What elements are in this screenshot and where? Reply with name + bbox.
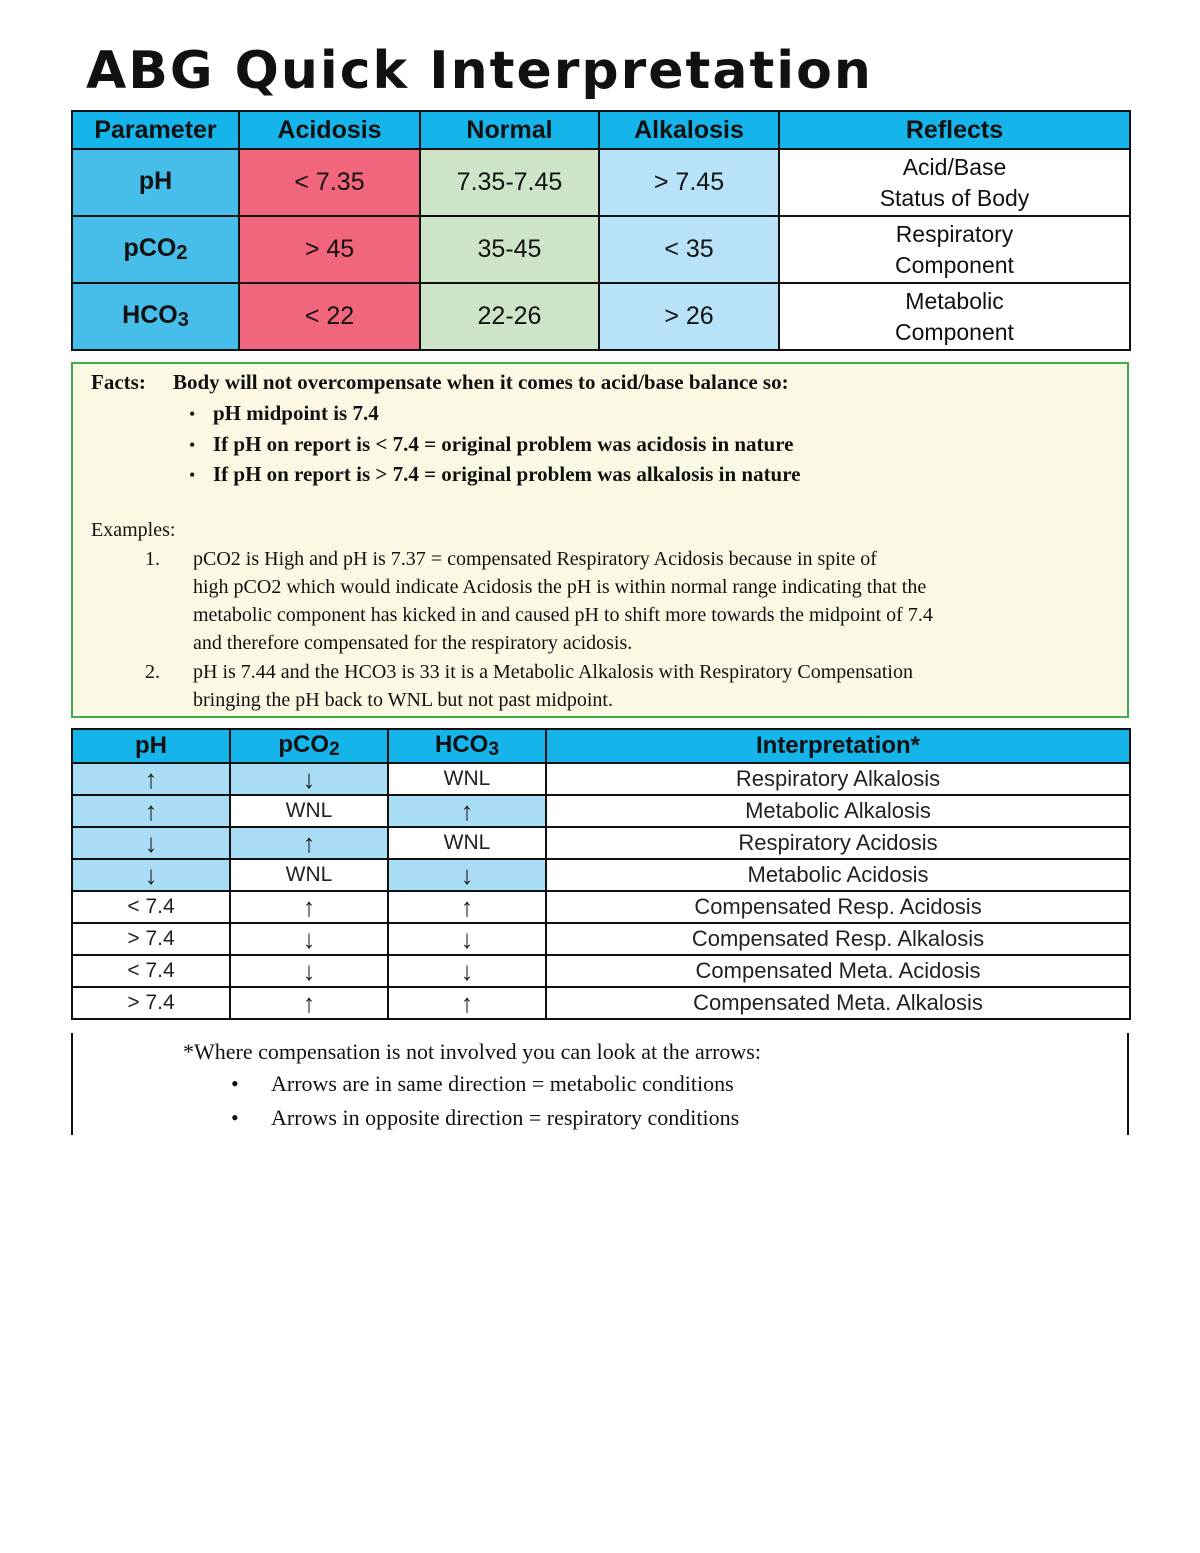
footnote — [71, 1033, 1129, 1135]
hco3-value: WNL — [388, 827, 546, 859]
header-acidosis: Acidosis — [239, 111, 420, 149]
example-text-line: pCO2 is High and pH is 7.37 = compensated Respiratory Acidosis because in spite of — [193, 548, 877, 570]
reflects-cell — [779, 149, 1130, 216]
reflects-cell — [779, 216, 1130, 283]
interpretation-table — [71, 728, 1131, 1020]
header-hco3 — [388, 729, 546, 763]
down-arrow-icon: ↓ — [302, 764, 316, 794]
alkalosis-value: > 26 — [599, 283, 779, 350]
bullet-icon: • — [189, 435, 196, 455]
hco3-cell — [388, 795, 546, 827]
up-arrow-icon: ↑ — [302, 892, 316, 922]
pco2-cell — [230, 763, 388, 795]
pco2-value: WNL — [230, 795, 388, 827]
normal-value: 22-26 — [420, 283, 599, 350]
ph-value: < 7.4 — [72, 955, 230, 987]
down-arrow-icon: ↓ — [302, 956, 316, 986]
hco3-cell — [388, 923, 546, 955]
ph-cell — [72, 827, 230, 859]
footnote-bullet: Arrows are in same direction = metabolic conditions — [271, 1071, 734, 1096]
normal-value: 7.35-7.45 — [420, 149, 599, 216]
acidosis-value: > 45 — [239, 216, 420, 283]
table-row — [72, 923, 1130, 955]
bullet-icon: • — [189, 404, 196, 424]
header-pco2-subscript: 2 — [329, 738, 340, 760]
facts-label: Facts: — [91, 370, 146, 394]
table-row — [72, 827, 1130, 859]
acidosis-value: < 22 — [239, 283, 420, 350]
table-row — [72, 859, 1130, 891]
down-arrow-icon: ↓ — [302, 924, 316, 954]
reference-row-ph — [72, 149, 1130, 216]
alkalosis-value: < 35 — [599, 216, 779, 283]
up-arrow-icon: ↑ — [302, 828, 316, 858]
ph-value: > 7.4 — [72, 987, 230, 1019]
example-text-line: high pCO2 which would indicate Acidosis the pH is within normal range indicating that the — [193, 576, 927, 598]
footnote-intro: *Where compensation is not involved you can look at the arrows: — [183, 1039, 761, 1064]
header-parameter: Parameter — [72, 111, 239, 149]
interpretation-value: Compensated Meta. Acidosis — [546, 955, 1130, 987]
interpretation-value: Respiratory Acidosis — [546, 827, 1130, 859]
example-text-line: bringing the pH back to WNL but not past midpoint. — [193, 689, 613, 711]
ph-cell — [72, 795, 230, 827]
parameter-subscript: 3 — [177, 309, 189, 331]
example-number: 1. — [145, 548, 160, 570]
interpretation-value: Compensated Meta. Alkalosis — [546, 987, 1130, 1019]
pco2-cell — [230, 955, 388, 987]
up-arrow-icon: ↑ — [460, 988, 474, 1018]
example-text-line: pH is 7.44 and the HCO3 is 33 it is a Metabolic Alkalosis with Respiratory Compensation — [193, 661, 913, 683]
header-hco3-text: HCO — [434, 731, 489, 759]
pco2-cell — [230, 923, 388, 955]
facts-bullet: pH midpoint is 7.4 — [213, 401, 379, 425]
up-arrow-icon: ↑ — [460, 796, 474, 826]
ph-cell — [72, 763, 230, 795]
hco3-cell — [388, 891, 546, 923]
example-text-line: metabolic component has kicked in and caused pH to shift more towards the midpoint of 7.4 — [193, 604, 933, 626]
pco2-cell — [230, 827, 388, 859]
parameter-subscript: 2 — [176, 242, 188, 264]
header-reflects: Reflects — [779, 111, 1130, 149]
up-arrow-icon: ↑ — [144, 764, 158, 794]
ph-value: > 7.4 — [72, 923, 230, 955]
header-alkalosis: Alkalosis — [599, 111, 779, 149]
header-normal: Normal — [420, 111, 599, 149]
up-arrow-icon: ↑ — [460, 892, 474, 922]
down-arrow-icon: ↓ — [144, 828, 158, 858]
reflects-cell — [779, 283, 1130, 350]
example-number: 2. — [145, 661, 160, 683]
facts-bullet: If pH on report is > 7.4 = original problem was alkalosis in nature — [213, 462, 801, 486]
header-pco2-text: pCO — [278, 731, 329, 759]
down-arrow-icon: ↓ — [460, 956, 474, 986]
reflects-line: Acid/Base — [902, 153, 1007, 180]
reflects-line: Component — [895, 318, 1014, 345]
pco2-value: WNL — [230, 859, 388, 891]
header-hco3-subscript: 3 — [488, 738, 499, 760]
parameter-name: HCO — [122, 301, 178, 329]
up-arrow-icon: ↑ — [302, 988, 316, 1018]
facts-box — [71, 362, 1129, 718]
normal-value: 35-45 — [420, 216, 599, 283]
down-arrow-icon: ↓ — [144, 860, 158, 890]
interpretation-value: Compensated Resp. Acidosis — [546, 891, 1130, 923]
examples-label: Examples: — [91, 519, 176, 541]
table-row — [72, 891, 1130, 923]
reference-table — [71, 110, 1131, 351]
parameter-cell — [72, 216, 239, 283]
reflects-line: Status of Body — [879, 184, 1030, 211]
example-text-line: and therefore compensated for the respiratory acidosis. — [193, 632, 633, 654]
bullet-icon: • — [231, 1071, 239, 1096]
parameter-name: pCO — [123, 234, 177, 262]
reference-row-pco2 — [72, 216, 1130, 283]
interpretation-value: Compensated Resp. Alkalosis — [546, 923, 1130, 955]
pco2-cell — [230, 987, 388, 1019]
reflects-line: Metabolic — [905, 287, 1004, 314]
header-pco2 — [230, 729, 388, 763]
hco3-cell — [388, 955, 546, 987]
hco3-cell — [388, 859, 546, 891]
reflects-line: Component — [895, 251, 1014, 278]
bullet-icon: • — [231, 1105, 239, 1130]
page-title: ABG Quick Interpretation — [86, 41, 873, 101]
facts-bullet: If pH on report is < 7.4 = original problem was acidosis in nature — [213, 432, 794, 456]
down-arrow-icon: ↓ — [460, 924, 474, 954]
hco3-value: WNL — [388, 763, 546, 795]
parameter-cell — [72, 283, 239, 350]
interpretation-body — [72, 763, 1130, 1019]
reference-header-row — [72, 111, 1130, 149]
up-arrow-icon: ↑ — [144, 796, 158, 826]
down-arrow-icon: ↓ — [460, 860, 474, 890]
alkalosis-value: > 7.45 — [599, 149, 779, 216]
reference-row-hco3 — [72, 283, 1130, 350]
footnote-bullet: Arrows in opposite direction = respiratory conditions — [271, 1105, 740, 1130]
table-row — [72, 955, 1130, 987]
interpretation-value: Respiratory Alkalosis — [546, 763, 1130, 795]
table-row — [72, 987, 1130, 1019]
acidosis-value: < 7.35 — [239, 149, 420, 216]
interpretation-value: Metabolic Alkalosis — [546, 795, 1130, 827]
hco3-cell — [388, 987, 546, 1019]
parameter-cell — [72, 149, 239, 216]
bullet-icon: • — [189, 465, 196, 485]
pco2-cell — [230, 891, 388, 923]
header-ph: pH — [72, 729, 230, 763]
table-row — [72, 763, 1130, 795]
interpretation-value: Metabolic Acidosis — [546, 859, 1130, 891]
header-interpretation: Interpretation* — [546, 729, 1130, 763]
interpretation-header-row — [72, 729, 1130, 763]
facts-intro: Body will not overcompensate when it comes to acid/base balance so: — [173, 370, 789, 394]
reflects-line: Respiratory — [895, 220, 1014, 247]
table-row — [72, 795, 1130, 827]
ph-cell — [72, 859, 230, 891]
parameter-name: pH — [138, 167, 173, 195]
ph-value: < 7.4 — [72, 891, 230, 923]
